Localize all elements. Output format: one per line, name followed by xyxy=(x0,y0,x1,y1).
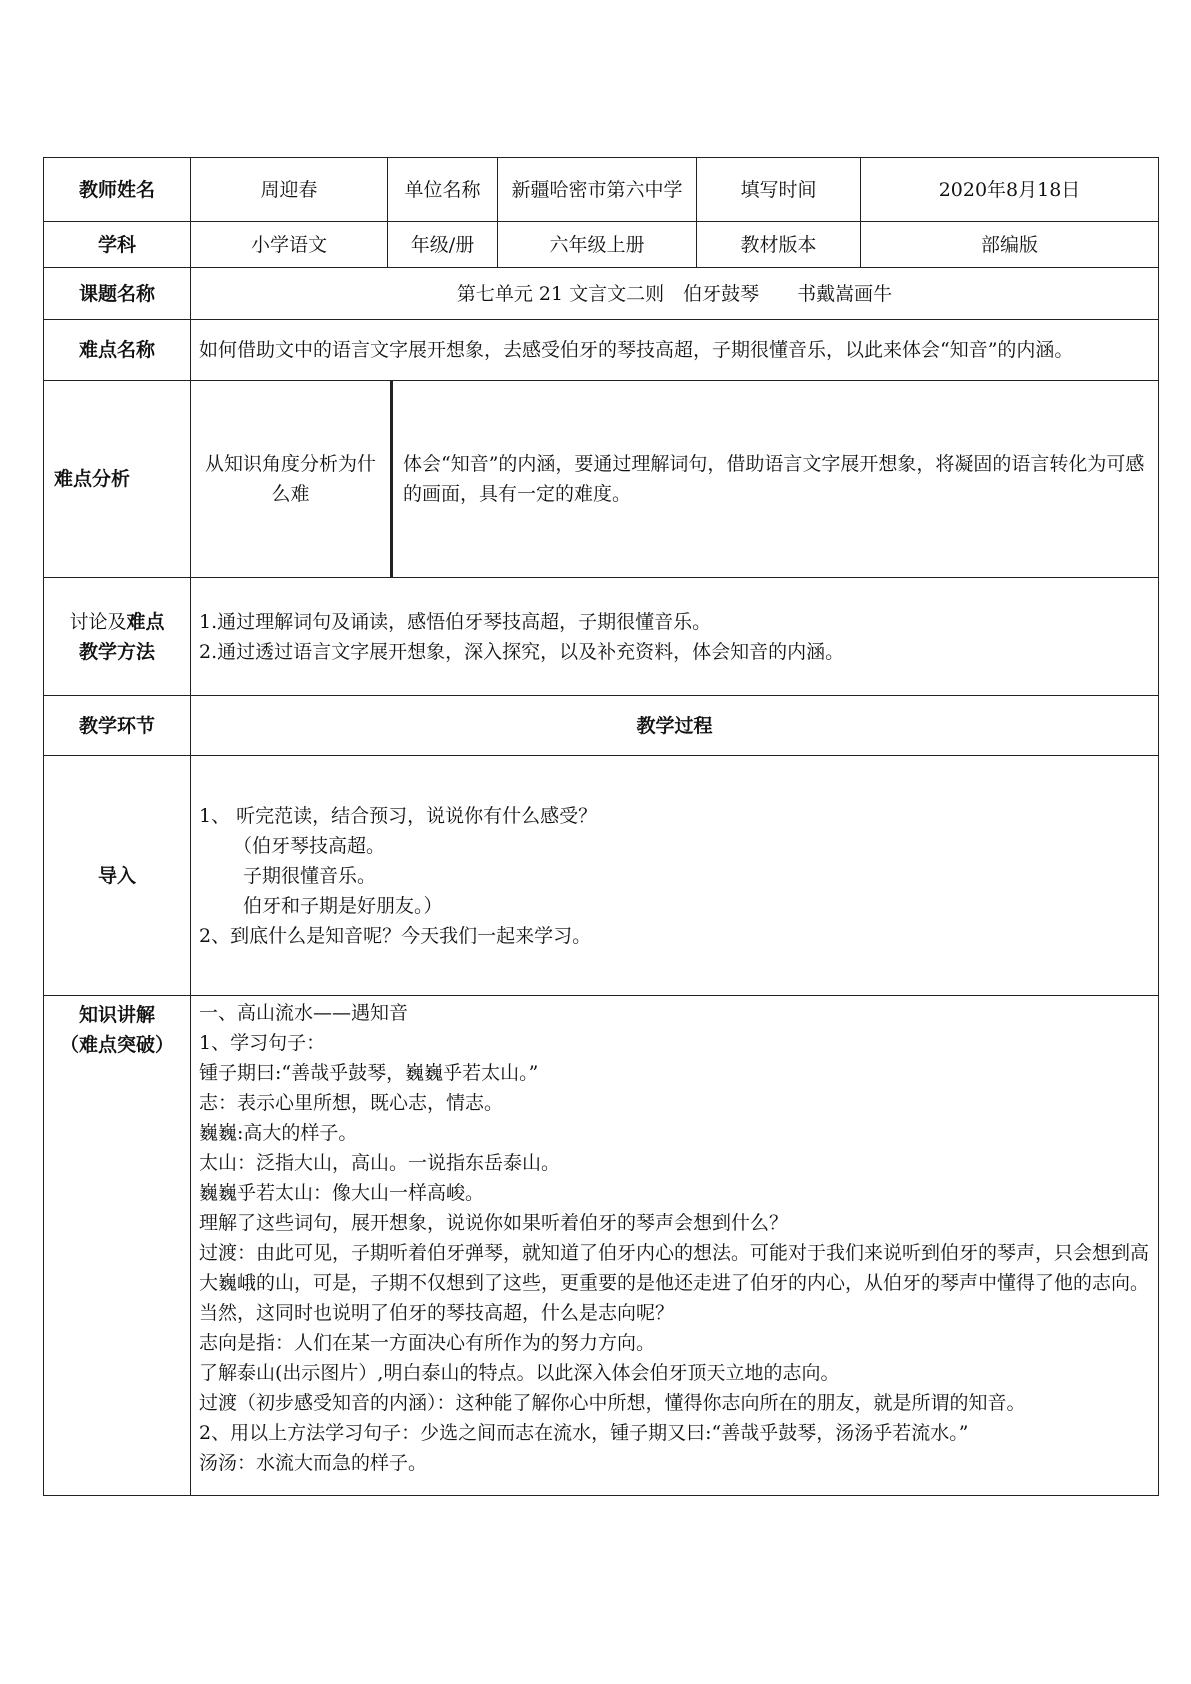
knowledge-line: 了解泰山(出示图片）,明白泰山的特点。以此深入体会伯牙顶天立地的志向。 xyxy=(199,1362,840,1384)
analysis-label: 难点分析 xyxy=(44,381,191,578)
lesson-plan-sheet xyxy=(43,157,1158,1496)
knowledge-line: 一、高山流水——遇知音 xyxy=(199,1002,409,1024)
analysis-sub-label: 从知识角度分析为什么难 xyxy=(191,381,393,577)
subject-label: 学科 xyxy=(44,222,191,268)
method-label-part1: 讨论及 xyxy=(69,610,127,633)
intro-line: 1、 听完范读，结合预习，说说你有什么感受？ xyxy=(199,804,598,827)
knowledge-line: 汤汤：水流大而急的样子。 xyxy=(199,1452,428,1474)
unit-value: 新疆哈密市第六中学 xyxy=(498,158,697,222)
knowledge-line: 巍巍:高大的样子。 xyxy=(199,1122,358,1144)
intro-line: 伯牙和子期是好朋友。） xyxy=(243,894,443,917)
intro-content xyxy=(191,756,1159,996)
header-row xyxy=(44,158,1159,222)
knowledge-line: 过渡（初步感受知音的内涵）：这种能了解你心中所想，懂得你志向所在的朋友，就是所谓的知音。 xyxy=(199,1392,1026,1414)
method-label-line2: 教学方法 xyxy=(78,640,155,663)
method-label xyxy=(44,578,191,696)
analysis-content xyxy=(191,381,1159,578)
subject-row xyxy=(44,222,1159,268)
fill-time-value: 2020年8月18日 xyxy=(861,158,1159,222)
stage-label: 教学环节 xyxy=(44,696,191,756)
method-row xyxy=(44,578,1159,696)
knowledge-line: 锺子期曰:“善哉乎鼓琴，巍巍乎若太山。” xyxy=(199,1062,539,1084)
process-header-row xyxy=(44,696,1159,756)
knowledge-line: 理解了这些词句，展开想象，说说你如果听着伯牙的琴声会想到什么？ xyxy=(199,1212,789,1234)
method-line: 2.通过透过语言文字展开想象，深入探究，以及补充资料，体会知音的内涵。 xyxy=(199,640,845,663)
knowledge-line: 过渡：由此可见，子期听着伯牙弹琴，就知道了伯牙内心的想法。可能对于我们来说听到伯牙的琴声，只会想到高大巍峨的山，可是，子期不仅想到了这些，更重要的是他还走进了伯牙的内心，从伯牙的琴声中懂得了他的志向。当然，这同时也说明了伯牙的琴技高超，什么是志向呢？ xyxy=(199,1242,1150,1324)
knowledge-line: 1、学习句子： xyxy=(199,1032,326,1054)
unit-label: 单位名称 xyxy=(388,158,498,222)
difficulty-row xyxy=(44,320,1159,381)
teacher-value: 周迎春 xyxy=(191,158,388,222)
knowledge-label xyxy=(44,996,191,1496)
grade-label: 年级/册 xyxy=(388,222,498,268)
intro-label: 导入 xyxy=(44,756,191,996)
method-line: 1.通过理解词句及诵读，感悟伯牙琴技高超，子期很懂音乐。 xyxy=(199,610,712,633)
knowledge-label-line1: 知识讲解 xyxy=(78,1004,155,1026)
analysis-row xyxy=(44,381,1159,578)
lesson-plan-table xyxy=(43,157,1159,1496)
grade-value: 六年级上册 xyxy=(498,222,697,268)
intro-line: （伯牙琴技高超。 xyxy=(233,834,386,857)
knowledge-row xyxy=(44,996,1159,1496)
knowledge-content xyxy=(191,996,1159,1496)
intro-row xyxy=(44,756,1159,996)
fill-time-label: 填写时间 xyxy=(697,158,861,222)
teacher-label: 教师姓名 xyxy=(44,158,191,222)
intro-line: 2、到底什么是知音呢？今天我们一起来学习。 xyxy=(199,924,592,947)
edition-value: 部编版 xyxy=(861,222,1159,268)
knowledge-line: 志向是指：人们在某一方面决心有所作为的努力方向。 xyxy=(199,1332,656,1354)
knowledge-line: 巍巍乎若太山：像大山一样高峻。 xyxy=(199,1182,485,1204)
method-content xyxy=(191,578,1159,696)
intro-line: 子期很懂音乐。 xyxy=(243,864,377,887)
process-label: 教学过程 xyxy=(191,696,1159,756)
analysis-value: 体会“知音”的内涵，要通过理解词句，借助语言文字展开想象，将凝固的语言转化为可感的画面，具有一定的难度。 xyxy=(403,453,1145,505)
edition-label: 教材版本 xyxy=(697,222,861,268)
knowledge-line: 2、用以上方法学习句子：少选之间而志在流水，锺子期又曰:“善哉乎鼓琴，汤汤乎若流水。” xyxy=(199,1422,969,1444)
knowledge-label-line2: （难点突破） xyxy=(59,1034,174,1056)
subject-value: 小学语文 xyxy=(191,222,388,268)
knowledge-line: 太山：泛指大山，高山。一说指东岳泰山。 xyxy=(199,1152,561,1174)
difficulty-label: 难点名称 xyxy=(44,320,191,381)
method-label-part2: 难点 xyxy=(126,610,165,633)
difficulty-value: 如何借助文中的语言文字展开想象，去感受伯牙的琴技高超，子期很懂音乐，以此来体会“知音”的内涵。 xyxy=(191,320,1159,381)
knowledge-line: 志：表示心里所想，既心志，情志。 xyxy=(199,1092,504,1114)
topic-label: 课题名称 xyxy=(44,268,191,320)
topic-value: 第七单元 21 文言文二则 伯牙鼓琴 书戴嵩画牛 xyxy=(191,268,1159,320)
topic-row xyxy=(44,268,1159,320)
